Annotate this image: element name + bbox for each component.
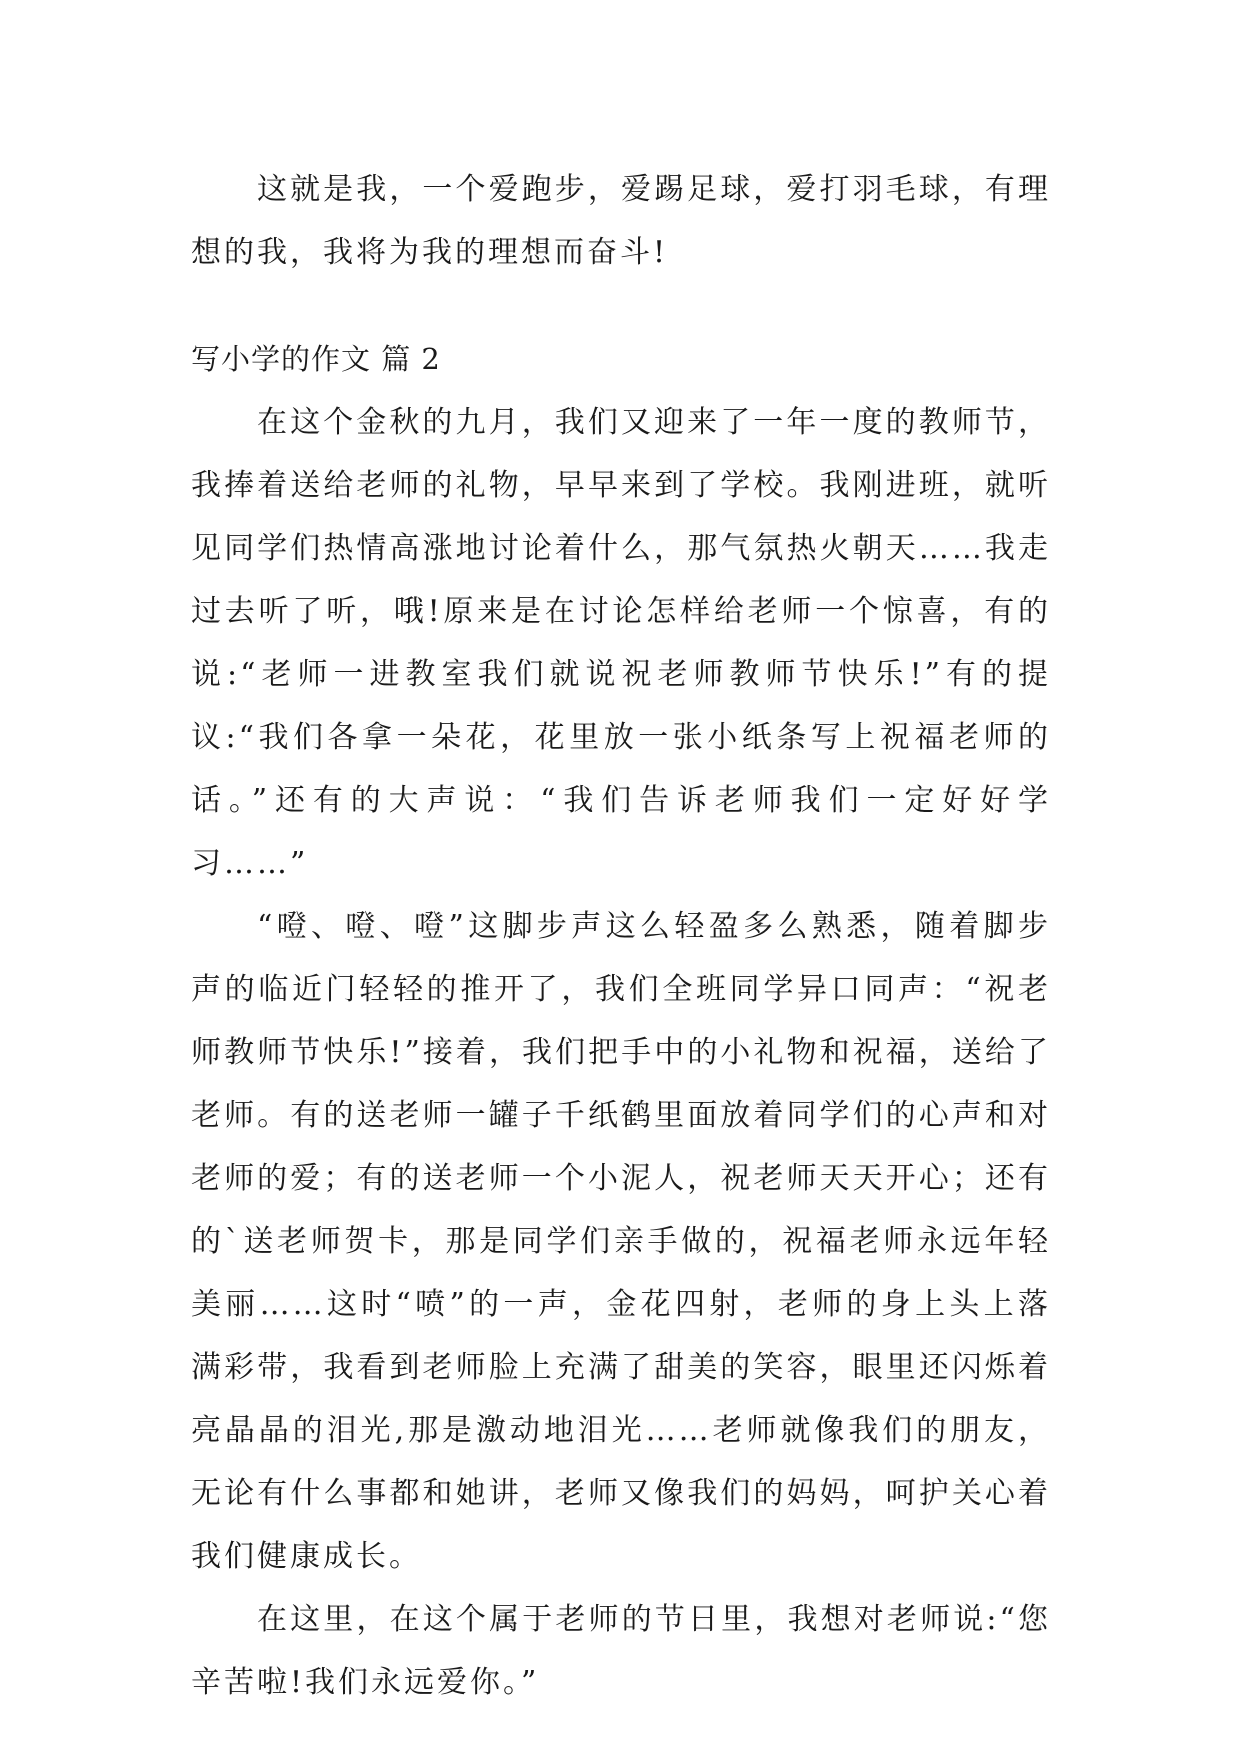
section-heading: 写小学的作文 篇 2 xyxy=(191,342,441,376)
body-paragraph-2: “噔、噔、噔”这脚步声这么轻盈多么熟悉，随着脚步声的临近门轻轻的推开了，我们全班同学异口同声：“祝老师教师节快乐!”接着，我们把手中的小礼物和祝福，送给了老师。有的送老师一罐子千纸鹤里面放着同学们的心声和对老师的爱；有的送老师一个小泥人，祝老师天天开心；还有的`送老师贺卡，那是同学们亲手做的，祝福老师永远年轻美丽……这时“喷”的一声，金花四射，老师的身上头上落满彩带，我看到老师脸上充满了甜美的笑容，眼里还闪烁着亮晶晶的泪光,那是激动地泪光……老师就像我们的朋友，无论有什么事都和她讲，老师又像我们的妈妈，呵护关心着我们健康成长。 xyxy=(191,909,1051,1574)
body-paragraph-3: 在这里，在这个属于老师的节日里，我想对老师说:“您辛苦啦!我们永远爱你。” xyxy=(191,1602,1051,1700)
body-paragraph-1: 在这个金秋的九月，我们又迎来了一年一度的教师节，我捧着送给老师的礼物，早早来到了学校。我刚进班，就听见同学们热情高涨地讨论着什么，那气氛热火朝天……我走过去听了听，哦!原来是在讨论怎样给老师一个惊喜，有的说:“老师一进教室我们就说祝老师教师节快乐!”有的提议:“我们各拿一朵花，花里放一张小纸条写上祝福老师的话。”还有的大声说：“我们告诉老师我们一定好好学习……” xyxy=(191,405,1051,881)
intro-paragraph: 这就是我，一个爱跑步，爱踢足球，爱打羽毛球，有理想的我，我将为我的理想而奋斗! xyxy=(191,172,1051,270)
document-body xyxy=(191,158,1051,1714)
